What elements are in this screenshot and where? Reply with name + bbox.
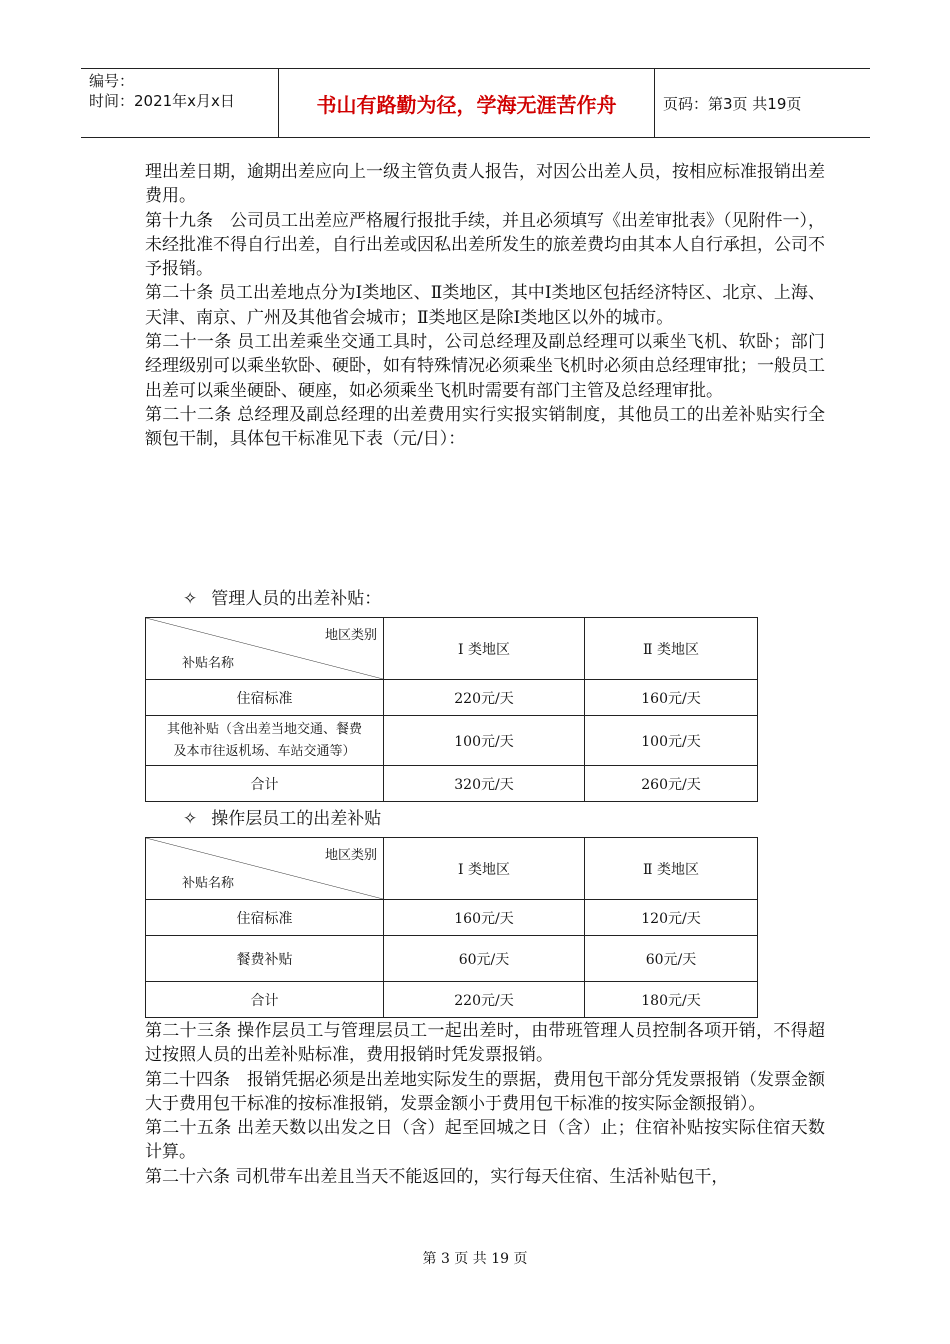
management-allowance-table xyxy=(145,617,758,802)
corner-label-allowance: 补贴名称 xyxy=(182,876,235,891)
row-label xyxy=(146,716,384,766)
cell-value: 100元/天 xyxy=(384,716,585,766)
column-header: Ⅰ 类地区 xyxy=(384,838,585,900)
column-header: Ⅱ 类地区 xyxy=(585,618,758,680)
operations-allowance-table xyxy=(145,837,758,1018)
section-title-management xyxy=(183,584,381,609)
header-page-label: 页码：第3页 共19页 xyxy=(663,94,802,113)
diamond-outline-icon: ✧ xyxy=(183,589,198,609)
cell-value: 60元/天 xyxy=(384,936,585,982)
corner-label-region: 地区类别 xyxy=(324,628,377,643)
cell-value: 320元/天 xyxy=(384,766,585,802)
row-label: 合计 xyxy=(146,766,384,802)
corner-label-allowance: 补贴名称 xyxy=(182,656,235,671)
column-header: Ⅱ 类地区 xyxy=(585,838,758,900)
section-title-operations xyxy=(183,804,381,829)
cell-value: 100元/天 xyxy=(585,716,758,766)
paragraph: 第二十三条 操作层员工与管理层员工一起出差时，由带班管理人员控制各项开销，不得超过按照人员的出差补贴标准，费用报销时凭发票报销。 xyxy=(145,1021,825,1066)
cell-value: 220元/天 xyxy=(384,982,585,1018)
row-label: 餐费补贴 xyxy=(146,936,384,982)
corner-label-region: 地区类别 xyxy=(324,848,377,863)
header-left xyxy=(81,69,279,137)
paragraph: 第二十条 员工出差地点分为Ⅰ类地区、Ⅱ类地区，其中Ⅰ类地区包括经济特区、北京、上海、天津、南京、广州及其他省会城市；Ⅱ类地区是除Ⅰ类地区以外的城市。 xyxy=(145,283,825,328)
table-row xyxy=(146,766,758,802)
time-label: 时间：2021年x月x日 xyxy=(89,92,235,110)
diamond-outline-icon: ✧ xyxy=(183,809,198,829)
diagonal-header-cell xyxy=(146,838,384,900)
paragraph: 第二十五条 出差天数以出发之日（含）起至回城之日（含）止；住宿补贴按实际住宿天数计算。 xyxy=(145,1118,825,1163)
paragraph: 第十九条 公司员工出差应严格履行报批手续，并且必须填写《出差审批表》（见附件一），未经批准不得自行出差，自行出差或因私出差所发生的旅差费均由其本人自行承担，公司不予报销。 xyxy=(145,210,825,280)
row-label-line: 及本市往返机场、车站交通等） xyxy=(173,743,356,759)
row-label-line: 其他补贴（含出差当地交通、餐费 xyxy=(166,721,362,737)
cell-value: 160元/天 xyxy=(585,680,758,716)
number-label: 编号： xyxy=(89,72,135,90)
body-text-top xyxy=(145,160,825,452)
table-header-row xyxy=(146,618,758,680)
column-header: Ⅰ 类地区 xyxy=(384,618,585,680)
cell-value: 260元/天 xyxy=(585,766,758,802)
table-row xyxy=(146,900,758,936)
table-row xyxy=(146,982,758,1018)
paragraph: 理出差日期，逾期出差应向上一级主管负责人报告，对因公出差人员，按相应标准报销出差费用。 xyxy=(145,162,825,207)
header-motto: 书山有路勤为径，学海无涯苦作舟 xyxy=(279,69,655,137)
cell-value: 120元/天 xyxy=(585,900,758,936)
paragraph: 第二十二条 总经理及副总经理的出差费用实行实报实销制度，其他员工的出差补贴实行全额包干制，具体包干标准见下表（元/日）： xyxy=(145,404,825,450)
cell-value: 220元/天 xyxy=(384,680,585,716)
paragraph: 第二十六条 司机带车出差且当天不能返回的，实行每天住宿、生活补贴包干， xyxy=(145,1166,729,1187)
paragraph: 第二十四条 报销凭据必须是出差地实际发生的票据，费用包干部分凭发票报销（发票金额大于费用包干标准的按标准报销，发票金额小于费用包干标准的按实际金额报销）。 xyxy=(145,1069,825,1114)
table-row xyxy=(146,716,758,766)
page-footer: 第 3 页 共 19 页 xyxy=(422,1251,528,1267)
section-title-text: 操作层员工的出差补贴 xyxy=(211,809,382,829)
paragraph: 第二十一条 员工出差乘坐交通工具时，公司总经理及副总经理可以乘坐飞机、软卧；部门经理级别可以乘坐软卧、硬卧，如有特殊情况必须乘坐飞机时必须由总经理审批；一般员工出差可以乘坐硬卧、硬座，如必须乘坐飞机时需要有部门主管及总经理审批。 xyxy=(145,332,825,401)
cell-value: 60元/天 xyxy=(585,936,758,982)
cell-value: 180元/天 xyxy=(585,982,758,1018)
row-label: 住宿标准 xyxy=(146,680,384,716)
table-row xyxy=(146,936,758,982)
row-label: 合计 xyxy=(146,982,384,1018)
page-header xyxy=(81,68,870,138)
diagonal-header-cell xyxy=(146,618,384,680)
body-text-bottom xyxy=(145,1019,825,1189)
table-header-row xyxy=(146,838,758,900)
row-label: 住宿标准 xyxy=(146,900,384,936)
cell-value: 160元/天 xyxy=(384,900,585,936)
table-row xyxy=(146,680,758,716)
section-title-text: 管理人员的出差补贴： xyxy=(211,589,382,609)
